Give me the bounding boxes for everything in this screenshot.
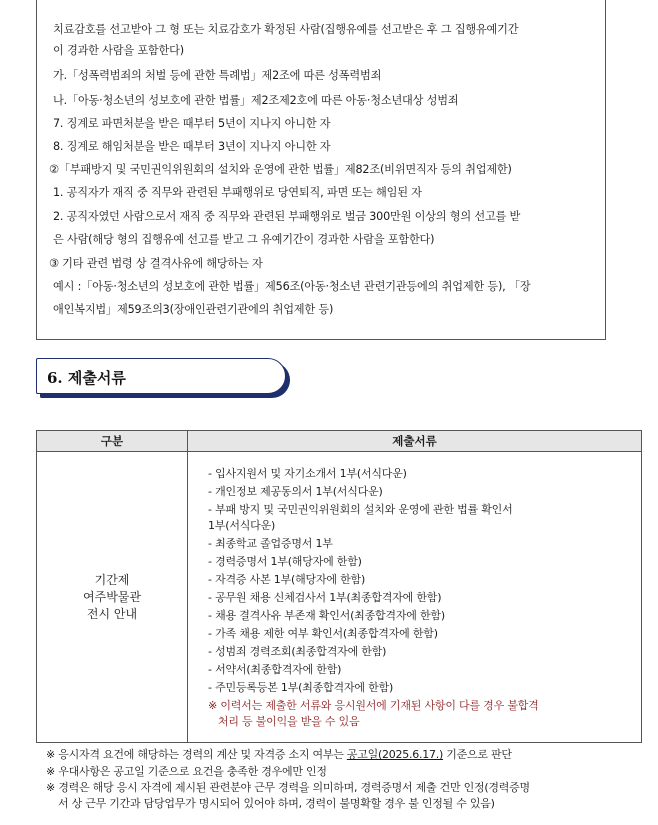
document-item: - 입사지원서 및 자기소개서 1부(서식다운) [208, 467, 407, 480]
disq-line: 치료감호를 선고받아 그 형 또는 치료감호가 확정된 사람(집행유예를 선고받은 후 그 집행유예기간 [53, 23, 519, 36]
disq-line: 예시 :「아동·청소년의 성보호에 관한 법률」제56조(아동·청소년 관련기관등에의 취업제한 등), 「장 [53, 280, 531, 293]
note-preference: ※ 우대사항은 공고일 기준으로 요건을 충족한 경우에만 인정 [46, 765, 327, 778]
note-career-cont: 서 상 근무 기간과 담당업무가 명시되어 있어야 하며, 경력이 불명확할 경우 불 인정될 수 있음) [58, 797, 495, 810]
disq-line: 나.「아동·청소년의 성보호에 관한 법률」제2조제2호에 따른 아동·청소년대상 성범죄 [53, 94, 459, 107]
document-item: - 개인정보 제공동의서 1부(서식다운) [208, 485, 383, 498]
category-line: 여주박물관 [83, 589, 141, 604]
announcement-date: 공고일(2025.6.17.) [346, 748, 444, 761]
document-item: - 서약서(최종합격자에 한함) [208, 663, 342, 676]
table-row [37, 452, 642, 743]
header-documents: 제출서류 [188, 431, 642, 452]
warning-line: ※ 이력서는 제출한 서류와 응시원서에 기재된 사항이 다를 경우 불합격 [208, 699, 539, 712]
disq-line: 8. 징계로 해임처분을 받은 때부터 3년이 지나지 아니한 자 [53, 140, 331, 153]
table-header-row [37, 431, 642, 452]
documents-cell [188, 452, 642, 743]
category-cell [37, 452, 188, 743]
disq-line: 은 사람(해당 형의 집행유예 선고를 받고 그 유예기간이 경과한 사람을 포함한다) [53, 233, 435, 246]
document-item: - 경력증명서 1부(해당자에 한함) [208, 555, 362, 568]
document-item: - 최종학교 졸업증명서 1부 [208, 537, 333, 550]
category-line: 전시 안내 [86, 606, 138, 621]
disq-line: 애인복지법」제59조의3(장애인관련기관에의 취업제한 등) [53, 303, 334, 316]
documents-table [36, 430, 642, 743]
document-item: - 자격증 사본 1부(해당자에 한함) [208, 573, 366, 586]
category-line: 기간제 [94, 572, 130, 587]
disq-line: 가.「성폭력범죄의 처벌 등에 관한 특례법」제2조에 따른 성폭력범죄 [53, 69, 382, 82]
warning-line: 처리 등 불이익을 받을 수 있음 [208, 715, 360, 728]
document-item: - 공무원 채용 신체검사서 1부(최종합격자에 한함) [208, 591, 442, 604]
disq-line: 1. 공직자가 재직 중 직무와 관련된 부패행위로 당연퇴직, 파면 또는 해임된 자 [53, 186, 422, 199]
document-item: - 가족 채용 제한 여부 확인서(최종합격자에 한함) [208, 627, 438, 640]
disq-line: ②「부패방지 및 국민권익위원회의 설치와 운영에 관한 법률」제82조(비위면직자 등의 취업제한) [49, 163, 512, 176]
document-item: 1부(서식다운) [208, 519, 276, 532]
disqualification-box [36, 0, 606, 340]
disq-line: ③ 기타 관련 법령 상 결격사유에 해당하는 자 [49, 257, 263, 270]
document-item: - 부패 방지 및 국민권익위원회의 설치와 운영에 관한 법률 확인서 [208, 503, 513, 516]
disq-line: 2. 공직자였던 사람으로서 재직 중 직무와 관련된 부패행위로 벌금 300만원 이상의 형의 선고를 받 [53, 210, 521, 223]
section-heading [36, 358, 286, 394]
header-category: 구분 [37, 431, 188, 452]
document-item: - 주민등록등본 1부(최종합격자에 한함) [208, 681, 394, 694]
note-text: 기준으로 판단 [443, 748, 512, 761]
document-item: - 채용 결격사유 부존재 확인서(최종합격자에 한함) [208, 609, 445, 622]
note-text: ※ 응시자격 요건에 해당하는 경력의 계산 및 자격증 소지 여부는 [46, 748, 347, 761]
section-title: 6. 제출서류 [47, 369, 126, 387]
note-career-basis [46, 747, 512, 762]
note-career: ※ 경력은 해당 응시 자격에 제시된 관련분야 근무 경력을 의미하며, 경력증명서 제출 건만 인정(경력증명 [46, 781, 530, 794]
disq-line: 이 경과한 사람을 포함한다) [53, 44, 184, 57]
disq-line: 7. 징계로 파면처분을 받은 때부터 5년이 지나지 아니한 자 [53, 117, 331, 130]
document-item: - 성범죄 경력조회(최종합격자에 한함) [208, 645, 387, 658]
